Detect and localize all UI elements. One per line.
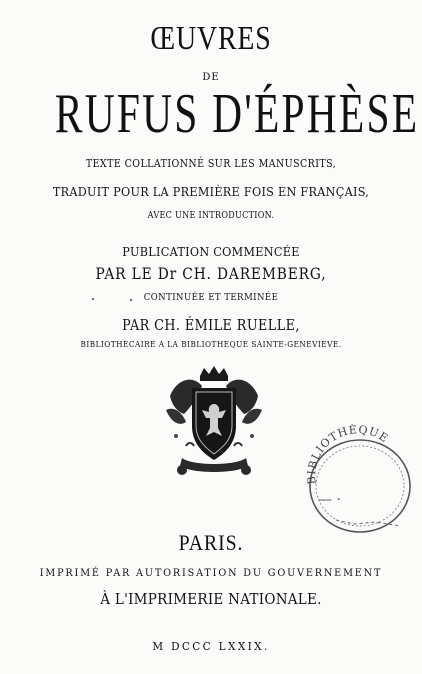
subtitle-line-2: TRADUIT POUR LA PREMIÈRE FOIS EN FRANÇAIS, (52, 184, 370, 199)
print-speck (92, 298, 94, 300)
publication-editor-1: PAR LE Dr CH. DAREMBERG, (95, 264, 327, 283)
imprint-authorization: IMPRIMÉ PAR AUTORISATION DU GOUVERNEMENT (39, 567, 383, 579)
publication-year: M DCCC LXXIX. (152, 640, 270, 653)
publication-line-3: CONTINUÉE ET TERMINÉE (143, 292, 279, 303)
author-title: RUFUS D'ÉPHÈSE (54, 83, 420, 145)
imperial-eagle-crest-icon (162, 366, 266, 482)
work-title: ŒUVRES (150, 20, 272, 57)
stamp-mark: — · (318, 492, 341, 508)
subtitle-line-1: TEXTE COLLATIONNÉ SUR LES MANUSCRITS, (85, 157, 337, 170)
imprint-place: PARIS. (178, 530, 244, 555)
editor-affiliation: BIBLIOTHÉCAIRE À LA BIBLIOTHÈQUE SAINTE-GENEVIÈVE. (80, 340, 342, 349)
imprint-printer: À L'IMPRIMERIE NATIONALE. (100, 590, 322, 608)
print-speck (130, 299, 132, 301)
stamp-text: BIBLIOTHÈQUE (305, 424, 391, 485)
library-stamp-icon (296, 424, 418, 540)
publication-editor-2: PAR CH. ÉMILE RUELLE, (122, 318, 300, 334)
subtitle-line-3: AVEC UNE INTRODUCTION. (147, 211, 275, 221)
publication-line-1: PUBLICATION COMMENCÉE (122, 244, 300, 259)
title-preposition: DE (202, 72, 220, 83)
